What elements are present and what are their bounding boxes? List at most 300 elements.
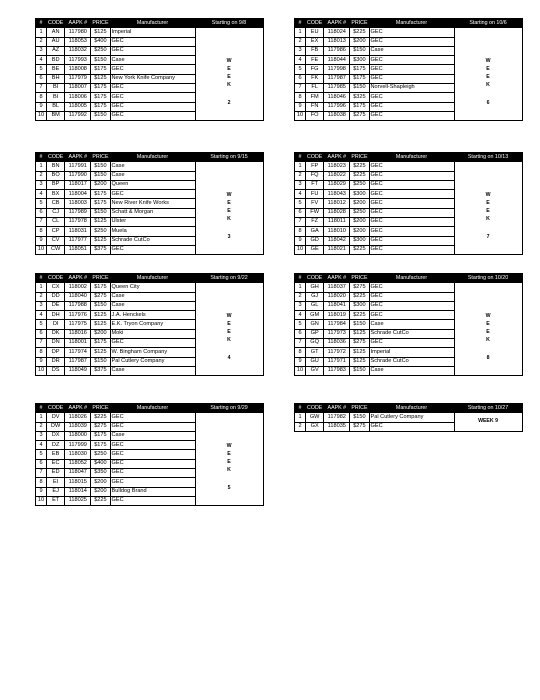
cell-code: GL: [306, 301, 324, 310]
column-header-num: #: [295, 19, 306, 28]
cell-num: 9: [295, 102, 306, 111]
cell-aapk: 117983: [324, 366, 350, 375]
cell-code: FM: [306, 93, 324, 102]
cell-aapk: 118024: [324, 28, 350, 37]
week-letter: E: [486, 320, 490, 327]
cell-num: 1: [36, 162, 47, 171]
cell-code: FK: [306, 74, 324, 83]
cell-price: $175: [91, 65, 110, 74]
cell-mfr: Ulster: [110, 218, 195, 227]
week-letter: W: [485, 57, 491, 64]
cell-price: $175: [91, 93, 110, 102]
week-side-cell: [195, 162, 263, 255]
column-header-code: CODE: [306, 404, 324, 413]
cell-num: 5: [36, 450, 47, 459]
column-header-price: PRICE: [91, 153, 110, 162]
cell-code: CX: [47, 283, 65, 292]
cell-price: $225: [350, 171, 369, 180]
cell-mfr: GEC: [110, 459, 195, 468]
cell-price: $250: [350, 180, 369, 189]
cell-price: $175: [91, 431, 110, 440]
cell-aapk: 118026: [65, 413, 91, 422]
week-letter: E: [227, 208, 231, 215]
week-table: [294, 152, 523, 255]
week-letter: W: [226, 312, 232, 319]
cell-code: CP: [47, 227, 65, 236]
cell-aapk: 117973: [324, 329, 350, 338]
cell-price: $225: [91, 413, 110, 422]
cell-code: GX: [306, 422, 324, 431]
cell-mfr: GEC: [369, 245, 454, 254]
spacer: [197, 180, 262, 190]
cell-mfr: GEC: [369, 37, 454, 46]
cell-num: 9: [295, 236, 306, 245]
cell-mfr: Imperial: [110, 28, 195, 37]
cell-num: 3: [36, 431, 47, 440]
cell-aapk: 118010: [324, 227, 350, 236]
column-header-manufacturer: Manufacturer: [110, 19, 195, 28]
cell-price: $200: [350, 37, 369, 46]
week-number: 2: [227, 99, 231, 106]
cell-code: EC: [47, 459, 65, 468]
column-header-code: CODE: [306, 19, 324, 28]
cell-code: DN: [47, 339, 65, 348]
week-side-cell: [195, 28, 263, 121]
cell-num: 8: [36, 348, 47, 357]
cell-mfr: GEC: [110, 441, 195, 450]
cell-aapk: 118023: [324, 162, 350, 171]
cell-mfr: E.K. Tryon Company: [110, 320, 195, 329]
week-letter: E: [227, 459, 231, 466]
cell-price: $275: [350, 422, 369, 431]
cell-mfr: GEC: [369, 74, 454, 83]
cell-code: GA: [306, 227, 324, 236]
week-table: [294, 403, 523, 432]
cell-mfr: GEC: [369, 422, 454, 431]
cell-aapk: 118003: [65, 199, 91, 208]
cell-aapk: 118017: [65, 180, 91, 189]
week-side-cell: [454, 28, 522, 121]
cell-mfr: Case: [110, 162, 195, 171]
starting-date-header: Starting on 9/15: [195, 153, 263, 162]
cell-code: EJ: [47, 487, 65, 496]
cell-price: $200: [91, 180, 110, 189]
spacer: [456, 46, 521, 56]
column-header-num: #: [36, 19, 47, 28]
cell-code: BE: [47, 65, 65, 74]
table-row: [36, 413, 264, 422]
cell-price: $150: [91, 208, 110, 217]
cell-num: 7: [36, 469, 47, 478]
cell-price: $250: [91, 46, 110, 55]
cell-num: 8: [295, 93, 306, 102]
cell-aapk: 118044: [324, 56, 350, 65]
cell-num: 3: [36, 301, 47, 310]
cell-mfr: GEC: [110, 469, 195, 478]
column-header-price: PRICE: [350, 404, 369, 413]
cell-code: FL: [306, 84, 324, 93]
cell-code: BI: [47, 84, 65, 93]
cell-num: 4: [36, 441, 47, 450]
cell-num: 6: [36, 459, 47, 468]
cell-aapk: 118013: [324, 37, 350, 46]
column-header-manufacturer: Manufacturer: [369, 153, 454, 162]
column-header-aapk: AAPK #: [65, 404, 91, 413]
cell-price: $275: [350, 111, 369, 120]
cell-mfr: Case: [110, 366, 195, 375]
cell-mfr: GEC: [110, 190, 195, 199]
cell-price: $125: [91, 311, 110, 320]
cell-price: $150: [91, 56, 110, 65]
week-letter: E: [227, 65, 231, 72]
cell-num: 2: [36, 292, 47, 301]
cell-num: 5: [295, 65, 306, 74]
cell-price: $375: [91, 366, 110, 375]
cell-num: 8: [295, 348, 306, 357]
cell-aapk: 117990: [65, 171, 91, 180]
starting-date-header: Starting on 10/27: [454, 404, 522, 413]
cell-aapk: 117980: [65, 28, 91, 37]
cell-aapk: 118011: [324, 218, 350, 227]
cell-aapk: 118052: [65, 459, 91, 468]
cell-price: $225: [350, 292, 369, 301]
week-letter: E: [227, 320, 231, 327]
cell-num: 10: [295, 111, 306, 120]
cell-mfr: GEC: [110, 422, 195, 431]
cell-code: DP: [47, 348, 65, 357]
cell-price: $275: [91, 292, 110, 301]
cell-num: 3: [295, 46, 306, 55]
cell-aapk: 118032: [65, 46, 91, 55]
cell-code: DV: [47, 413, 65, 422]
cell-code: DW: [47, 422, 65, 431]
cell-code: DD: [47, 292, 65, 301]
cell-num: 7: [295, 339, 306, 348]
cell-mfr: Queen: [110, 180, 195, 189]
cell-aapk: 118008: [65, 65, 91, 74]
cell-num: 1: [36, 413, 47, 422]
week-table: [35, 152, 264, 255]
cell-num: 2: [295, 292, 306, 301]
cell-price: $125: [91, 28, 110, 37]
cell-mfr: New York Knife Company: [110, 74, 195, 83]
cell-mfr: GEC: [369, 208, 454, 217]
cell-mfr: Norvell-Shapleigh: [369, 84, 454, 93]
cell-aapk: 117993: [65, 56, 91, 65]
cell-mfr: Case: [110, 301, 195, 310]
cell-num: 6: [295, 329, 306, 338]
cell-aapk: 117979: [65, 74, 91, 83]
cell-mfr: J.A. Henckels: [110, 311, 195, 320]
cell-code: CL: [47, 218, 65, 227]
cell-num: 10: [36, 111, 47, 120]
cell-price: $125: [91, 236, 110, 245]
cell-code: DI: [47, 320, 65, 329]
cell-num: 5: [295, 320, 306, 329]
cell-price: $150: [350, 46, 369, 55]
cell-aapk: 117991: [65, 162, 91, 171]
cell-price: $175: [350, 102, 369, 111]
column-header-manufacturer: Manufacturer: [110, 404, 195, 413]
cell-price: $150: [91, 301, 110, 310]
cell-aapk: 118051: [65, 245, 91, 254]
week-letter: E: [227, 199, 231, 206]
cell-code: FU: [306, 190, 324, 199]
cell-aapk: 118006: [65, 93, 91, 102]
cell-price: $275: [350, 283, 369, 292]
column-header-aapk: AAPK #: [65, 19, 91, 28]
week-side-cell: [454, 413, 522, 432]
cell-code: DS: [47, 366, 65, 375]
cell-mfr: Case: [110, 292, 195, 301]
week-letter: E: [227, 450, 231, 457]
cell-aapk: 118029: [324, 180, 350, 189]
week-side-cell: [454, 283, 522, 376]
week-letter: K: [486, 216, 490, 223]
cell-num: 6: [36, 208, 47, 217]
cell-price: $150: [350, 413, 369, 422]
cell-code: GT: [306, 348, 324, 357]
cell-aapk: 118005: [65, 102, 91, 111]
cell-aapk: 118002: [65, 283, 91, 292]
cell-num: 8: [36, 478, 47, 487]
cell-price: $200: [350, 227, 369, 236]
cell-price: $225: [350, 28, 369, 37]
cell-aapk: 118039: [65, 422, 91, 431]
table-row: [36, 283, 264, 292]
cell-code: BH: [47, 74, 65, 83]
cell-mfr: GEC: [369, 102, 454, 111]
week-side-cell: [195, 413, 263, 506]
cell-price: $150: [91, 171, 110, 180]
cell-num: 5: [36, 320, 47, 329]
cell-code: CV: [47, 236, 65, 245]
cell-num: 4: [36, 190, 47, 199]
cell-code: BL: [47, 102, 65, 111]
cell-mfr: GEC: [110, 245, 195, 254]
cell-aapk: 117998: [324, 65, 350, 74]
cell-aapk: 118035: [324, 422, 350, 431]
cell-aapk: 117987: [324, 74, 350, 83]
cell-price: $200: [91, 329, 110, 338]
cell-code: CW: [47, 245, 65, 254]
column-header-price: PRICE: [91, 274, 110, 283]
cell-num: 7: [36, 339, 47, 348]
week-side-cell: [454, 162, 522, 255]
cell-mfr: GEC: [110, 478, 195, 487]
cell-price: $150: [91, 162, 110, 171]
cell-code: BX: [47, 190, 65, 199]
cell-price: $300: [350, 56, 369, 65]
cell-price: $175: [91, 283, 110, 292]
cell-price: $325: [350, 93, 369, 102]
cell-mfr: GEC: [110, 46, 195, 55]
cell-num: 8: [295, 227, 306, 236]
cell-price: $200: [91, 487, 110, 496]
cell-mfr: GEC: [110, 339, 195, 348]
cell-mfr: GEC: [110, 37, 195, 46]
cell-mfr: GEC: [110, 413, 195, 422]
cell-mfr: GEC: [369, 301, 454, 310]
week-label: WEEK 9: [478, 418, 498, 425]
cell-num: 7: [36, 218, 47, 227]
cell-num: 1: [295, 162, 306, 171]
week-number: 5: [227, 484, 231, 491]
cell-mfr: Schrade CutCo: [369, 329, 454, 338]
table-header-row: [295, 404, 523, 413]
cell-price: $125: [350, 357, 369, 366]
cell-num: 9: [36, 357, 47, 366]
column-header-code: CODE: [306, 153, 324, 162]
cell-num: 4: [295, 190, 306, 199]
cell-aapk: 118031: [65, 227, 91, 236]
cell-code: GE: [306, 245, 324, 254]
cell-code: BI: [47, 93, 65, 102]
cell-price: $175: [91, 190, 110, 199]
table-header-row: [295, 153, 523, 162]
starting-date-header: Starting on 10/20: [454, 274, 522, 283]
cell-price: $150: [350, 84, 369, 93]
cell-price: $200: [350, 199, 369, 208]
cell-code: FG: [306, 65, 324, 74]
cell-price: $375: [91, 245, 110, 254]
cell-num: 9: [36, 236, 47, 245]
table-row: [36, 28, 264, 37]
cell-mfr: GEC: [369, 162, 454, 171]
cell-num: 1: [36, 283, 47, 292]
cell-aapk: 118004: [65, 190, 91, 199]
starting-date-header: Starting on 9/8: [195, 19, 263, 28]
cell-code: BM: [47, 111, 65, 120]
cell-num: 9: [36, 487, 47, 496]
cell-num: 3: [36, 180, 47, 189]
cell-price: $225: [91, 496, 110, 505]
cell-code: GJ: [306, 292, 324, 301]
cell-mfr: Muela: [110, 227, 195, 236]
cell-mfr: GEC: [369, 93, 454, 102]
cell-code: GU: [306, 357, 324, 366]
week-table: [35, 273, 264, 376]
cell-price: $300: [350, 301, 369, 310]
cell-price: $225: [350, 162, 369, 171]
cell-code: FW: [306, 208, 324, 217]
cell-code: FZ: [306, 218, 324, 227]
cell-num: 2: [295, 422, 306, 431]
week-letter: E: [486, 208, 490, 215]
cell-price: $125: [91, 348, 110, 357]
column-header-num: #: [295, 274, 306, 283]
cell-aapk: 118014: [65, 487, 91, 496]
spacer: [456, 301, 521, 311]
cell-price: $125: [91, 74, 110, 83]
cell-aapk: 118025: [65, 496, 91, 505]
cell-price: $200: [91, 478, 110, 487]
column-header-manufacturer: Manufacturer: [110, 153, 195, 162]
column-header-aapk: AAPK #: [324, 274, 350, 283]
cell-num: 5: [36, 199, 47, 208]
column-header-num: #: [36, 274, 47, 283]
cell-price: $175: [91, 339, 110, 348]
table-header-row: [36, 404, 264, 413]
cell-price: $125: [350, 348, 369, 357]
cell-aapk: 118038: [324, 111, 350, 120]
column-header-aapk: AAPK #: [65, 153, 91, 162]
cell-price: $175: [91, 441, 110, 450]
cell-mfr: Case: [110, 56, 195, 65]
cell-price: $225: [350, 245, 369, 254]
cell-aapk: 118016: [65, 329, 91, 338]
cell-num: 9: [295, 357, 306, 366]
cell-num: 5: [36, 65, 47, 74]
cell-num: 4: [295, 311, 306, 320]
cell-code: FV: [306, 199, 324, 208]
cell-code: GQ: [306, 339, 324, 348]
spacer: [197, 431, 262, 441]
cell-aapk: 118049: [65, 366, 91, 375]
cell-code: AZ: [47, 46, 65, 55]
cell-mfr: Moki: [110, 329, 195, 338]
cell-aapk: 117976: [65, 311, 91, 320]
cell-aapk: 117984: [324, 320, 350, 329]
cell-mfr: GEC: [110, 111, 195, 120]
cell-code: GV: [306, 366, 324, 375]
week-letter: K: [227, 216, 231, 223]
table-row: [295, 162, 523, 171]
cell-num: 8: [36, 227, 47, 236]
cell-code: AN: [47, 28, 65, 37]
cell-aapk: 118043: [324, 190, 350, 199]
cell-price: $250: [350, 208, 369, 217]
cell-code: BP: [47, 180, 65, 189]
cell-mfr: Case: [110, 431, 195, 440]
cell-aapk: 117987: [65, 357, 91, 366]
cell-price: $400: [91, 37, 110, 46]
cell-price: $225: [350, 311, 369, 320]
cell-code: FO: [306, 111, 324, 120]
column-header-manufacturer: Manufacturer: [369, 274, 454, 283]
cell-price: $150: [350, 320, 369, 329]
cell-mfr: GEC: [369, 199, 454, 208]
cell-code: FN: [306, 102, 324, 111]
cell-price: $125: [91, 320, 110, 329]
cell-aapk: 117988: [65, 301, 91, 310]
cell-aapk: 117975: [65, 320, 91, 329]
cell-code: BN: [47, 162, 65, 171]
column-header-manufacturer: Manufacturer: [110, 274, 195, 283]
cell-num: 4: [36, 311, 47, 320]
cell-num: 7: [295, 218, 306, 227]
week-letter: W: [226, 442, 232, 449]
cell-code: FE: [306, 56, 324, 65]
column-header-num: #: [295, 153, 306, 162]
cell-code: GM: [306, 311, 324, 320]
table-header-row: [295, 274, 523, 283]
column-header-aapk: AAPK #: [324, 19, 350, 28]
cell-mfr: GEC: [369, 190, 454, 199]
cell-mfr: GEC: [369, 339, 454, 348]
column-header-code: CODE: [47, 404, 65, 413]
week-letter: E: [486, 329, 490, 336]
column-header-code: CODE: [47, 153, 65, 162]
column-header-aapk: AAPK #: [324, 153, 350, 162]
cell-aapk: 117972: [324, 348, 350, 357]
starting-date-header: Starting on 10/6: [454, 19, 522, 28]
column-header-price: PRICE: [350, 19, 369, 28]
column-header-code: CODE: [47, 274, 65, 283]
cell-mfr: GEC: [369, 218, 454, 227]
cell-price: $200: [350, 218, 369, 227]
cell-num: 3: [295, 180, 306, 189]
